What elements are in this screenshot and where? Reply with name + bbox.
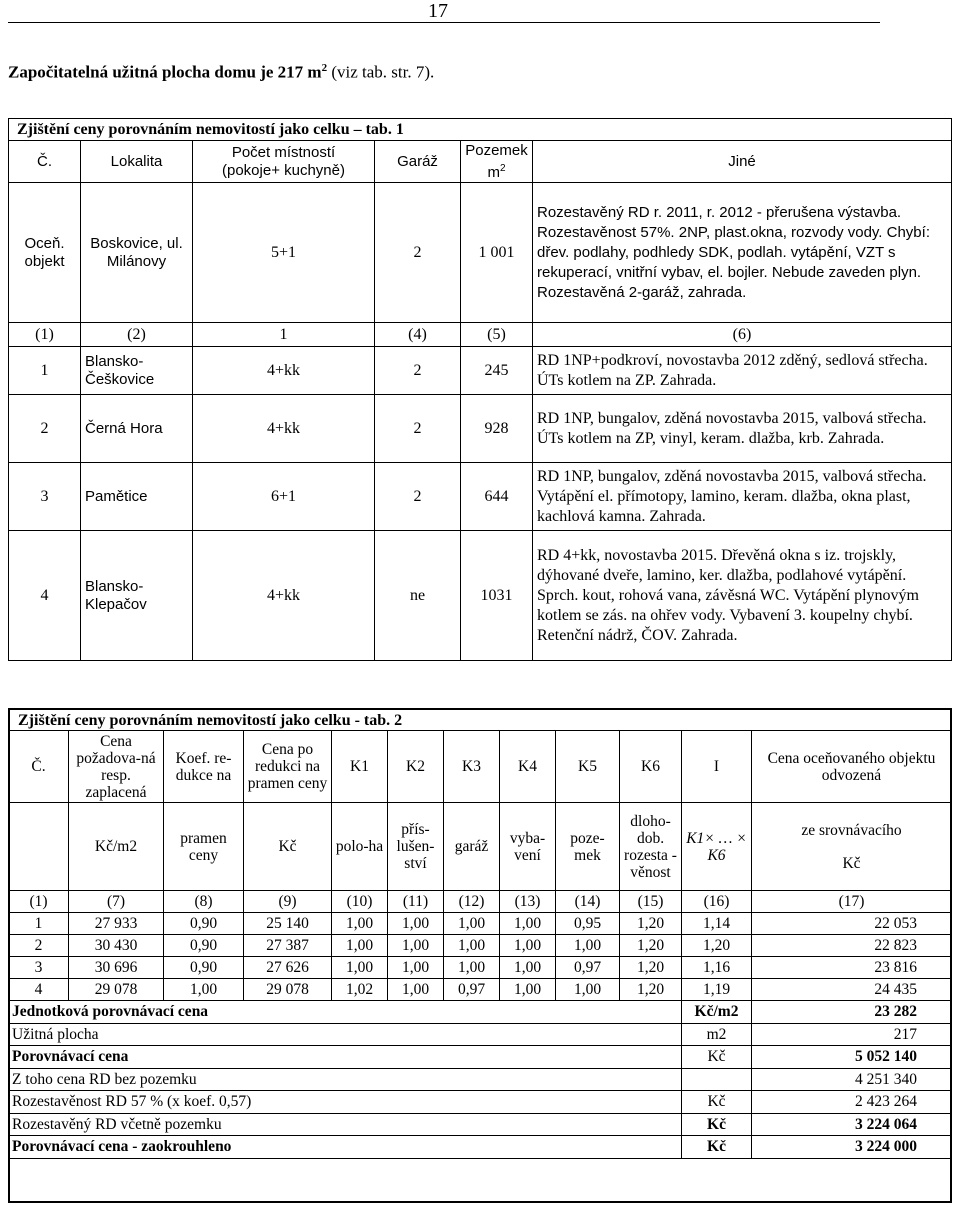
t1-h-c: Č. [9,141,81,183]
t2-h-cena: Cena požadova-ná resp. zaplacená [69,731,164,803]
t2-r2-0: 3 [9,957,69,979]
t2-r0-0: 1 [9,913,69,935]
t1-h-pozemek-2 [465,160,528,182]
t1-r3-jine: RD 4+kk, novostavba 2015. Dřevěná okna s iz. trojskly, dýhované dveře, lamino, ker. dlažba, podlahové vytápění. Sprch. kout, rohová vana, závěsná WC. Vytápění plynovým kotlem se zás. na ohřev vody. Vybavení 3. koupelny chybí. Retenční nádrž, ČOV. Zahrada. [533,531,952,661]
summary-label: Z toho cena RD bez pozemku [9,1068,682,1091]
t2-r2-10: 1,16 [682,957,752,979]
t2-r1-3: 27 387 [244,935,332,957]
t2-r3-8: 1,00 [556,979,620,1001]
t2-r3-10: 1,19 [682,979,752,1001]
t2-r1-10: 1,20 [682,935,752,957]
t2-hb-ocen [752,803,952,891]
summary-row [9,1136,952,1159]
t2-hb-ocen-1: ze srovnávacího [801,821,902,839]
t1-s-mistnosti: 5+1 [193,183,375,323]
t1-h-jine: Jiné [533,141,952,183]
t1-r2-garaz: 2 [375,463,461,531]
t2-r1-7: 1,00 [500,935,556,957]
t2-h-cena-po: Cena po redukci na pramen ceny [244,731,332,803]
summary-label: Porovnávací cena [9,1046,682,1069]
table2 [8,730,952,1159]
t2-cn-10: (16) [682,891,752,913]
t2-r3-3: 29 078 [244,979,332,1001]
t1-r0-lokalita: Blansko-Češkovice [81,347,193,395]
t1-cn-4: (5) [461,323,533,347]
t1-r0-garaz: 2 [375,347,461,395]
t2-h-koef: Koef. re-dukce na [164,731,244,803]
table2-summary [9,1001,952,1159]
t2-h-k6: K6 [620,731,682,803]
t2-r0-3: 25 140 [244,913,332,935]
t2-hb-i: K1× … × K6 [682,803,752,891]
t1-cn-1: (2) [81,323,193,347]
t1-s-c: Oceň. objekt [9,183,81,323]
intro-suffix: (viz tab. str. 7). [327,62,435,82]
t1-s-jine: Rozestavěný RD r. 2011, r. 2012 - přerušena výstavba. Rozestavěnost 57%. 2NP, plast.okna, rozvody vody. Chybí: dřev. podlahy, podhledy SDK, podlah. vytápění, VZT s rekuperací, vnitřní vybav, el. bojler. Nebude zaveden plyn. Rozestavěná 2-garáž, zahrada. [533,183,952,323]
t2-hb-k2: přís-lušen-ství [388,803,444,891]
table-row [9,913,952,935]
t2-hb-k5: poze-mek [556,803,620,891]
t1-cn-3: (4) [375,323,461,347]
t2-r3-9: 1,20 [620,979,682,1001]
t2-cn-0: (1) [9,891,69,913]
summary-label: Užitná plocha [9,1023,682,1046]
table2-header-top [9,731,952,803]
t2-hb-k4: vyba-vení [500,803,556,891]
table1-header-row [9,141,952,183]
t2-cn-3: (9) [244,891,332,913]
table1-colnum-row [9,323,952,347]
t2-r1-5: 1,00 [388,935,444,957]
t1-r0-jine: RD 1NP+podkroví, novostavba 2012 zděný, sedlová střecha. ÚTs kotlem na ZP. Zahrada. [533,347,952,395]
t1-r3-c: 4 [9,531,81,661]
t1-r3-garaz: ne [375,531,461,661]
t1-h-mistnosti [193,141,375,183]
table2-caption: Zjištění ceny porovnáním nemovitostí jako celku - tab. 2 [8,708,952,730]
summary-unit: m2 [682,1023,752,1046]
t2-cn-5: (11) [388,891,444,913]
t1-h-mistnosti-2: (pokoje+ kuchyně) [222,161,345,179]
t1-r1-garaz: 2 [375,395,461,463]
t2-h-i: I [682,731,752,803]
t2-r2-2: 0,90 [164,957,244,979]
t2-cn-11: (17) [752,891,952,913]
summary-value: 3 224 000 [752,1136,952,1159]
t1-r0-c: 1 [9,347,81,395]
t2-r3-11: 24 435 [752,979,952,1001]
table-row [9,395,952,463]
table-row [9,463,952,531]
summary-unit: Kč [682,1091,752,1114]
t2-r2-3: 27 626 [244,957,332,979]
intro-text: Započitatelná užitná plocha domu je 217 m [8,62,322,82]
t2-h-k1: K1 [332,731,388,803]
page-number: 17 [428,0,448,22]
t2-r1-6: 1,00 [444,935,500,957]
summary-value: 217 [752,1023,952,1046]
t1-r2-mistnosti: 6+1 [193,463,375,531]
t1-r1-mistnosti: 4+kk [193,395,375,463]
summary-value: 2 423 264 [752,1091,952,1114]
table2-colnum-row [9,891,952,913]
t2-hb-k6: dloho-dob. rozesta -věnost [620,803,682,891]
t2-r3-1: 29 078 [69,979,164,1001]
t2-hb-cena-po: Kč [244,803,332,891]
t2-r0-7: 1,00 [500,913,556,935]
t2-r1-11: 22 823 [752,935,952,957]
t1-r3-pozemek: 1031 [461,531,533,661]
t2-h-ocen: Cena oceňovaného objektu odvozená [752,731,952,803]
t2-r0-2: 0,90 [164,913,244,935]
t2-cn-2: (8) [164,891,244,913]
t2-cn-1: (7) [69,891,164,913]
summary-unit [682,1068,752,1091]
table1 [8,140,952,661]
t1-h-pozemek-1: Pozemek [465,141,528,159]
summary-row [9,1023,952,1046]
t2-r2-7: 1,00 [500,957,556,979]
table2-header-bottom [9,803,952,891]
t1-r1-pozemek: 928 [461,395,533,463]
t2-r0-8: 0,95 [556,913,620,935]
t2-r2-8: 0,97 [556,957,620,979]
table1-subject-row [9,183,952,323]
t1-h-pozemek [461,141,533,183]
t2-cn-9: (15) [620,891,682,913]
t2-r3-6: 0,97 [444,979,500,1001]
table-row [9,347,952,395]
t1-cn-5: (6) [533,323,952,347]
t2-h-k5: K5 [556,731,620,803]
t1-h-lokalita: Lokalita [81,141,193,183]
t2-r1-4: 1,00 [332,935,388,957]
t1-r1-c: 2 [9,395,81,463]
summary-unit: Kč [682,1046,752,1069]
summary-row [9,1046,952,1069]
t2-r0-1: 27 933 [69,913,164,935]
summary-row [9,1091,952,1114]
t2-cn-4: (10) [332,891,388,913]
summary-value: 3 224 064 [752,1113,952,1136]
t1-h-garaz: Garáž [375,141,461,183]
t2-r2-4: 1,00 [332,957,388,979]
t2-r0-5: 1,00 [388,913,444,935]
t2-r0-9: 1,20 [620,913,682,935]
t2-h-c: Č. [9,731,69,803]
t1-cn-0: (1) [9,323,81,347]
t1-s-lokalita: Boskovice, ul. Milánovy [81,183,193,323]
t1-r2-pozemek: 644 [461,463,533,531]
t2-r2-9: 1,20 [620,957,682,979]
t2-cn-7: (13) [500,891,556,913]
t2-r3-5: 1,00 [388,979,444,1001]
t1-r0-mistnosti: 4+kk [193,347,375,395]
t2-r3-7: 1,00 [500,979,556,1001]
t2-hb-ocen-2: Kč [842,854,861,872]
table1-caption: Zjištění ceny porovnáním nemovitostí jako celku – tab. 1 [8,118,952,140]
t2-r0-6: 1,00 [444,913,500,935]
summary-label: Porovnávací cena - zaokrouhleno [9,1136,682,1159]
t1-s-pozemek: 1 001 [461,183,533,323]
t1-cn-2: 1 [193,323,375,347]
t2-hb-c [9,803,69,891]
t1-h-pozemek-sup: 2 [499,162,506,174]
summary-label: Rozestavěnost RD 57 % (x koef. 0,57) [9,1091,682,1114]
t2-r3-4: 1,02 [332,979,388,1001]
summary-label: Jednotková porovnávací cena [9,1001,682,1024]
t2-r2-5: 1,00 [388,957,444,979]
t1-r3-mistnosti: 4+kk [193,531,375,661]
t2-r2-1: 30 696 [69,957,164,979]
t2-h-k4: K4 [500,731,556,803]
summary-unit: Kč [682,1136,752,1159]
t2-cn-6: (12) [444,891,500,913]
t1-r0-pozemek: 245 [461,347,533,395]
t2-hb-k3: garáž [444,803,500,891]
t1-h-mistnosti-1: Počet místností [231,143,336,161]
summary-value: 23 282 [752,1001,952,1024]
table-row [9,957,952,979]
t1-r2-c: 3 [9,463,81,531]
table-row [9,979,952,1001]
summary-row [9,1068,952,1091]
t2-r1-2: 0,90 [164,935,244,957]
summary-value: 4 251 340 [752,1068,952,1091]
t1-r3-lokalita: Blansko-Klepačov [81,531,193,661]
t2-r3-2: 1,00 [164,979,244,1001]
t2-hb-k1: polo-ha [332,803,388,891]
t2-r1-8: 1,00 [556,935,620,957]
summary-row [9,1001,952,1024]
summary-value: 5 052 140 [752,1046,952,1069]
t2-r1-1: 30 430 [69,935,164,957]
t2-r1-9: 1,20 [620,935,682,957]
intro-sup: 2 [321,62,328,74]
summary-unit: Kč [682,1113,752,1136]
summary-label: Rozestavěný RD včetně pozemku [9,1113,682,1136]
t2-h-k2: K2 [388,731,444,803]
t1-r2-lokalita: Pamětice [81,463,193,531]
t1-r2-jine: RD 1NP, bungalov, zděná novostavba 2015, valbová střecha. Vytápění el. přímotopy, lamino, keram. dlažba, okna plast, kachlová kamna. Zahrada. [533,463,952,531]
t2-r2-6: 1,00 [444,957,500,979]
t2-r0-10: 1,14 [682,913,752,935]
summary-row [9,1113,952,1136]
t2-r0-11: 22 053 [752,913,952,935]
table-row [9,531,952,661]
header-rule [8,22,880,23]
t2-r3-0: 4 [9,979,69,1001]
table-row [9,935,952,957]
t2-hb-koef: pramen ceny [164,803,244,891]
t1-r1-jine: RD 1NP, bungalov, zděná novostavba 2015, valbová střecha. ÚTs kotlem na ZP, vinyl, keram. dlažba, krb. Zahrada. [533,395,952,463]
intro-sentence [8,62,434,83]
t2-hb-cena: Kč/m2 [69,803,164,891]
summary-unit: Kč/m2 [682,1001,752,1024]
t1-h-pozemek-unit: m [487,163,500,181]
t1-r1-lokalita: Černá Hora [81,395,193,463]
t2-r1-0: 2 [9,935,69,957]
t2-r2-11: 23 816 [752,957,952,979]
t2-cn-8: (14) [556,891,620,913]
t1-s-garaz: 2 [375,183,461,323]
t2-r0-4: 1,00 [332,913,388,935]
t2-h-k3: K3 [444,731,500,803]
